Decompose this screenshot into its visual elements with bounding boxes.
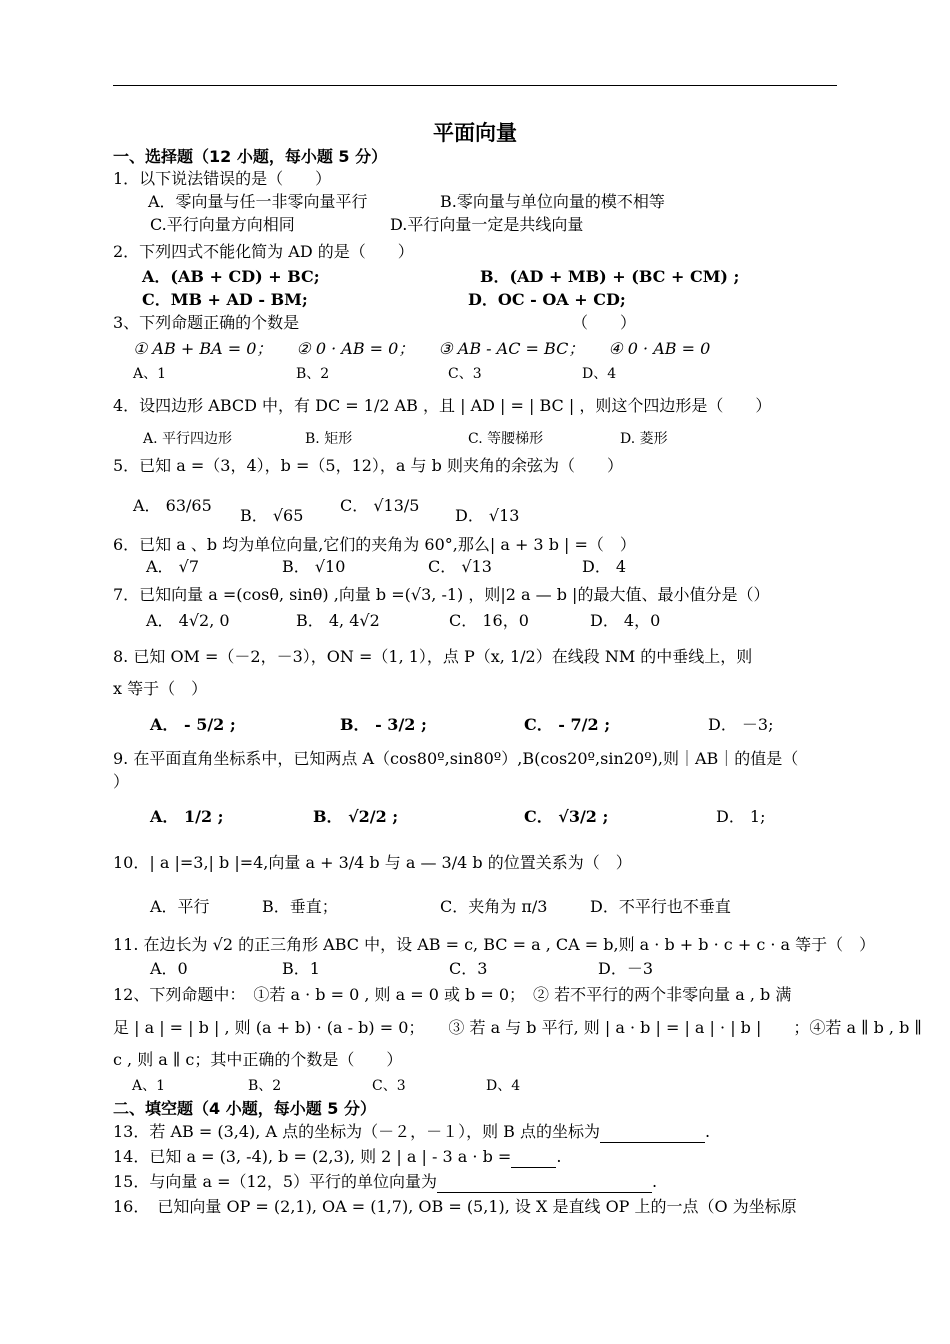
- q3-option-a: A、1: [133, 366, 167, 382]
- question-9: 9. 在平面直角坐标系中，已知两点 A（cos80º,sin80º）,B(cos20º,sin20º),则｜AB｜的值是（: [113, 749, 799, 768]
- q7-option-b: B． 4, 4√2: [296, 611, 380, 630]
- q4-option-d: D. 菱形: [620, 431, 668, 447]
- question-7: 7．已知向量 a =(cosθ, sinθ) ,向量 b =(√3, -1) ，则|2 a — b |的最大值、最小值分是（）: [113, 585, 770, 604]
- q2-option-d: D．OC - OA + CD;: [468, 290, 626, 309]
- q11-option-c: C．3: [449, 959, 488, 978]
- q5-option-b: B． √65: [240, 506, 304, 525]
- q10-option-c: C．夹角为 π/3: [440, 897, 548, 916]
- question-4: 4．设四边形 ABCD 中，有 DC = 1/2 AB ，且 | AD | = | BC | ，则这个四边形是（ ）: [113, 396, 772, 415]
- q12-option-a: A、1: [132, 1078, 166, 1094]
- q12-option-b: B、2: [248, 1078, 282, 1094]
- q5-option-c: C． √13/5: [340, 496, 420, 515]
- question-15-text: 15．与向量 a =（12，5）平行的单位向量为: [113, 1172, 438, 1191]
- q3-option-b: B、2: [296, 366, 330, 382]
- q7-option-d: D． 4，0: [590, 611, 661, 630]
- question-11: 11. 在边长为 √2 的正三角形 ABC 中，设 AB = c, BC = a , CA = b,则 a · b + b · c + c · a 等于（ ）: [113, 935, 876, 954]
- question-2: 2．下列四式不能化简为 AD 的是（ ）: [113, 242, 414, 261]
- question-14: 14．已知 a = (3, -4), b = (2,3), 则 2 | a | - 3 a · b = .: [113, 1147, 562, 1166]
- question-10: 10．| a |=3,| b |=4,向量 a + 3/4 b 与 a — 3/4 b 的位置关系为（ ）: [113, 853, 632, 872]
- q8-option-a: A． - 5/2 ;: [150, 715, 236, 734]
- question-14-text: 14．已知 a = (3, -4), b = (2,3), 则 2 | a | - 3 a · b =: [113, 1147, 512, 1166]
- q11-option-b: B．1: [282, 959, 320, 978]
- q2-option-c: C．MB + AD - BM;: [142, 290, 308, 309]
- q14-answer-blank: [511, 1151, 556, 1168]
- q2-option-a: A．(AB + CD) + BC;: [142, 267, 320, 286]
- q15-answer-blank: [437, 1176, 652, 1193]
- q3-statements: ① AB + BA = 0； ② 0 · AB = 0； ③ AB - AC = BC； ④ 0 · AB = 0: [133, 339, 711, 358]
- q5-option-a: A． 63/65: [133, 496, 212, 515]
- question-3: 3、下列命题正确的个数是: [113, 313, 300, 332]
- question-12-cont2: c , 则 a ∥ c；其中正确的个数是（ ）: [113, 1050, 403, 1069]
- q8-option-b: B． - 3/2 ;: [340, 715, 427, 734]
- question-13-text: 13．若 AB = (3,4), A 点的坐标为（－２，－１），则 B 点的坐标为: [113, 1122, 601, 1141]
- q9-option-d: D． 1;: [716, 807, 766, 826]
- q7-option-c: C． 16，0: [449, 611, 529, 630]
- q3-option-d: D、4: [582, 366, 617, 382]
- question-15: 15．与向量 a =（12，5）平行的单位向量为 .: [113, 1172, 658, 1191]
- q11-option-a: A．0: [150, 959, 188, 978]
- q6-option-a: A． √7: [146, 557, 200, 576]
- q3-answer-paren: （ ）: [572, 313, 637, 332]
- question-9-cont: ）: [113, 772, 130, 791]
- q10-option-b: B．垂直；: [262, 897, 338, 916]
- q12-option-c: C、3: [372, 1078, 406, 1094]
- q3-option-c: C、3: [448, 366, 482, 382]
- q8-option-d: D． －3;: [708, 715, 774, 734]
- question-12-cont: 足 | a | = | b | , 则 (a + b) · (a - b) = 0； ③ 若 a 与 b 平行, 则 | a · b | = | a | · | b | ；④若 a ∥ b , b ∥: [113, 1018, 922, 1037]
- question-8: 8. 已知 OM =（－2，－3），ON =（1, 1），点 P（x, 1/2）在线段 NM 的中垂线上，则: [113, 647, 753, 666]
- question-5: 5．已知 a =（3，4），b =（5，12），a 与 b 则夹角的余弦为（ ）: [113, 456, 623, 475]
- question-12: 12、下列命题中： ①若 a · b = 0 , 则 a = 0 或 b = 0； ② 若不平行的两个非零向量 a , b 满: [113, 985, 792, 1004]
- q1-option-a: A．零向量与任一非零向量平行: [148, 192, 368, 211]
- q10-option-d: D．不平行也不垂直: [590, 897, 731, 916]
- question-8-cont: x 等于（ ）: [113, 679, 208, 698]
- q1-option-d: D.平行向量一定是共线向量: [390, 215, 584, 234]
- q6-option-c: C． √13: [428, 557, 492, 576]
- q12-option-d: D、4: [486, 1078, 521, 1094]
- q11-option-d: D．－3: [598, 959, 654, 978]
- q6-option-d: D． 4: [582, 557, 627, 576]
- q1-option-b: B.零向量与单位向量的模不相等: [440, 192, 665, 211]
- q6-option-b: B． √10: [282, 557, 346, 576]
- question-13: 13．若 AB = (3,4), A 点的坐标为（－２，－１），则 B 点的坐标为 .: [113, 1122, 711, 1141]
- q4-option-a: A. 平行四边形: [143, 431, 233, 447]
- q4-option-c: C. 等腰梯形: [468, 431, 544, 447]
- q5-option-d: D． √13: [455, 506, 520, 525]
- q2-option-b: B．(AD + MB) + (BC + CM) ;: [480, 267, 740, 286]
- q1-option-c: C.平行向量方向相同: [150, 215, 295, 234]
- q7-option-a: A． 4√2, 0: [146, 611, 230, 630]
- q9-option-c: C． √3/2 ;: [524, 807, 609, 826]
- question-6: 6．已知 a 、b 均为单位向量,它们的夹角为 60°,那么| a + 3 b | =（ ）: [113, 535, 636, 554]
- q9-option-b: B． √2/2 ;: [313, 807, 399, 826]
- question-1: 1．以下说法错误的是（ ）: [113, 169, 332, 188]
- q4-option-b: B. 矩形: [305, 431, 353, 447]
- section-choice-heading: 一、选择题（12 小题，每小题 5 分）: [113, 147, 388, 166]
- section-fill-heading: 二、填空题（4 小题，每小题 5 分）: [113, 1099, 376, 1118]
- question-16: 16． 已知向量 OP = (2,1), OA = (1,7), OB = (5,1), 设 X 是直线 OP 上的一点（O 为坐标原: [113, 1197, 797, 1216]
- q9-option-a: A． 1/2 ;: [150, 807, 224, 826]
- q10-option-a: A．平行: [150, 897, 210, 916]
- q13-answer-blank: [600, 1126, 705, 1143]
- page-title: 平面向量: [433, 121, 517, 145]
- header-rule: [113, 85, 837, 86]
- q8-option-c: C． - 7/2 ;: [524, 715, 611, 734]
